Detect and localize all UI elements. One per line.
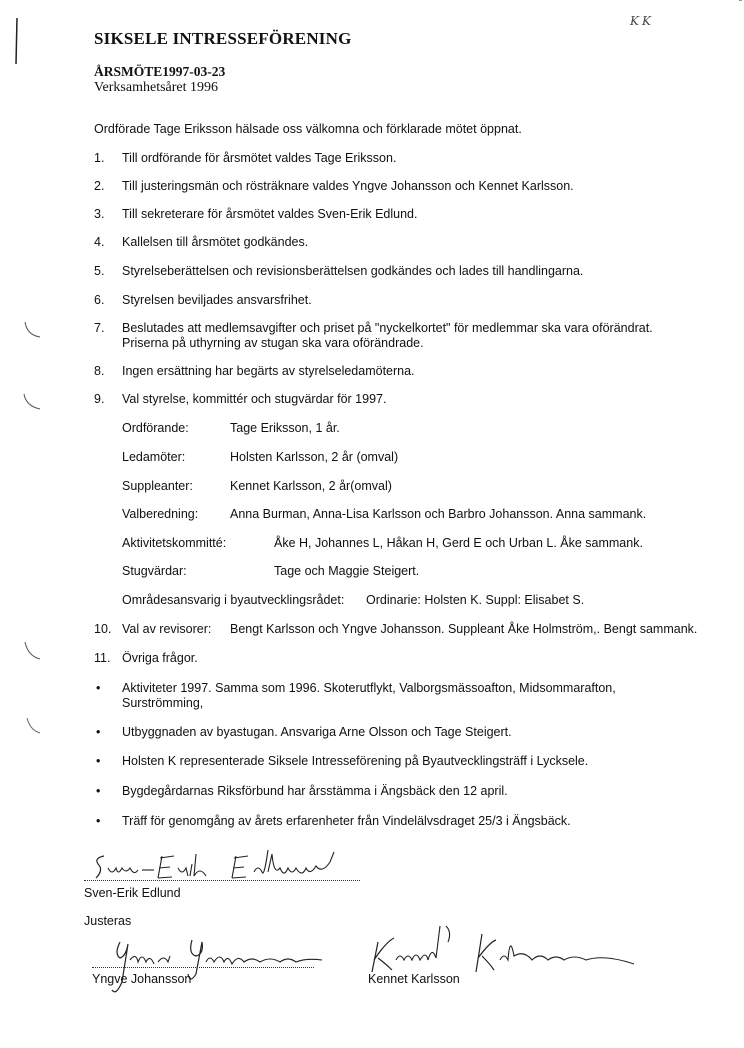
bullet-dot: •	[96, 725, 101, 739]
bullet-text: Träff för genomgång av årets erfarenheter från Vindelälvsdraget 25/3 i Ängsbäck.	[122, 814, 571, 828]
adjuster1-handwritten-signature	[92, 934, 342, 1004]
item-11-text: Övriga frågor.	[122, 651, 198, 665]
role-value: Tage Eriksson, 1 år.	[230, 421, 340, 435]
document-title: SIKSELE INTRESSEFÖRENING	[94, 29, 352, 48]
bullet-dot: •	[96, 814, 101, 828]
role-label: Ledamöter:	[122, 450, 186, 464]
item-number: 11.	[94, 651, 111, 665]
item-number: 4.	[94, 235, 105, 249]
item-text: Ingen ersättning har begärts av styrelseledamöterna.	[122, 364, 415, 378]
secretary-signature-line	[84, 880, 360, 881]
item-text: Kallelsen till årsmötet godkändes.	[122, 235, 309, 249]
item-number: 3.	[94, 207, 105, 221]
meeting-date: ÅRSMÖTE1997-03-23	[94, 64, 226, 79]
role-value: Kennet Karlsson, 2 år(omval)	[230, 479, 392, 493]
bullet-dot: •	[96, 681, 101, 695]
bullet-dot: •	[96, 784, 101, 798]
role-label: Aktivitetskommitté:	[122, 536, 227, 550]
item-number: 1.	[94, 151, 105, 165]
bullet-line: Aktiviteter 1997. Samma som 1996. Skoterutflykt, Valborgsmässoafton, Midsommarafton,	[122, 681, 616, 695]
role-value: Åke H, Johannes L, Håkan H, Gerd E och Urban L. Åke sammank.	[274, 536, 643, 550]
adjuster1-signature-line	[92, 967, 314, 968]
item-number: 9.	[94, 392, 105, 406]
role-label: Valberedning:	[122, 507, 199, 521]
item-number: 7.	[94, 321, 105, 335]
role-value: Tage och Maggie Steigert.	[274, 564, 420, 578]
role-value: Ordinarie: Holsten K. Suppl: Elisabet S.	[366, 593, 585, 607]
item-number: 6.	[94, 293, 105, 307]
role-label: Suppleanter:	[122, 479, 193, 493]
corner-initials: KK	[630, 14, 654, 28]
item-text: Styrelseberättelsen och revisionsberättelsen godkändes och lades till handlingarna.	[122, 264, 584, 278]
adjuster1-name: Yngve Johansson	[92, 972, 192, 986]
agenda-item-7	[94, 321, 724, 353]
item-number: 10.	[94, 622, 112, 636]
item-10-label: Val av revisorer:	[122, 622, 212, 636]
item-text: Val styrelse, kommittér och stugvärdar för 1997.	[122, 392, 387, 406]
bullet-text: Utbyggnaden av byastugan. Ansvariga Arne Olsson och Tage Steigert.	[122, 725, 512, 739]
adjuster2-handwritten-signature	[364, 920, 654, 980]
bullet-text: Holsten K representerade Siksele Intresseförening på Byautvecklingsträff i Lycksele.	[122, 754, 589, 768]
secretary-name: Sven-Erik Edlund	[84, 886, 181, 900]
item-text: Till justeringsmän och rösträknare valdes Yngve Johansson och Kennet Karlsson.	[122, 179, 574, 193]
bullet-text	[122, 681, 682, 711]
item-number: 5.	[94, 264, 105, 278]
bullet-dot: •	[96, 754, 101, 768]
role-value: Holsten Karlsson, 2 år (omval)	[230, 450, 399, 464]
bullet-text: Bygdegårdarnas Riksförbund har årsstämma i Ängsbäck den 12 april.	[122, 784, 508, 798]
justeras-label: Justeras	[84, 914, 132, 928]
role-label: Områdesansvarig i byautvecklingsrådet:	[122, 593, 345, 607]
role-label: Ordförande:	[122, 421, 189, 435]
item-text: Beslutades att medlemsavgifter och priset på "nyckelkortet" för medlemmar ska vara oförändrat.	[122, 321, 653, 335]
item-text: Styrelsen beviljades ansvarsfrihet.	[122, 293, 312, 307]
role-value: Anna Burman, Anna-Lisa Karlsson och Barbro Johansson. Anna sammank.	[230, 507, 647, 521]
item-text: Till sekreterare för årsmötet valdes Sven-Erik Edlund.	[122, 207, 418, 221]
fiscal-year: Verksamhetsåret 1996	[94, 80, 219, 95]
intro-paragraph: Ordförade Tage Eriksson hälsade oss välkomna och förklarade mötet öppnat.	[94, 122, 522, 136]
item-10-value: Bengt Karlsson och Yngve Johansson. Suppleant Åke Holmström,. Bengt sammank.	[230, 622, 698, 636]
item-text-line2: Priserna på uthyrning av stugan ska vara oförändrade.	[122, 336, 424, 350]
adjuster2-name: Kennet Karlsson	[368, 972, 460, 986]
role-label: Stugvärdar:	[122, 564, 187, 578]
item-number: 2.	[94, 179, 105, 193]
bullet-line: Surströmming,	[122, 696, 204, 710]
item-text: Till ordförande för årsmötet valdes Tage Eriksson.	[122, 151, 397, 165]
item-number: 8.	[94, 364, 105, 378]
